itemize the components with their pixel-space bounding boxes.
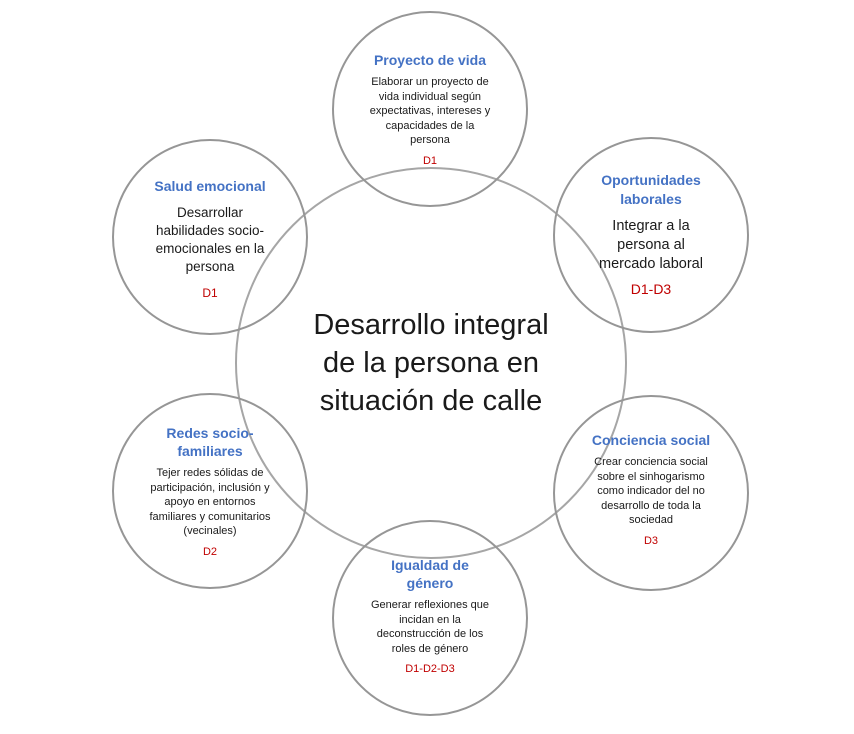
node-description xyxy=(350,598,510,656)
node-description-line: deconstrucción de los xyxy=(376,628,484,640)
node-oportunidades-laborales xyxy=(571,171,731,297)
node-description-line: Desarrollar xyxy=(176,205,244,220)
node-description-line: mercado laboral xyxy=(599,256,703,272)
center-title-line: de la persona en xyxy=(322,347,540,379)
node-code: D1-D3 xyxy=(630,281,672,297)
node-description-line: persona al xyxy=(617,237,685,253)
node-description-line: sociedad xyxy=(628,514,674,526)
center-title-line: situación de calle xyxy=(319,385,543,417)
node-description-line: expectativas, intereses y xyxy=(369,105,491,117)
node-description-line: Elaborar un proyecto de xyxy=(371,76,489,88)
node-description-line: Integrar a la xyxy=(612,218,690,234)
node-title-line: Conciencia social xyxy=(591,432,711,448)
node-description-line: apoyo en entornos xyxy=(164,496,256,508)
node-title xyxy=(350,51,510,69)
node-description-line: emocionales en la xyxy=(155,241,265,256)
node-description-line: familiares y comunitarios xyxy=(149,510,271,523)
node-description-line: persona xyxy=(185,259,235,274)
node-title-line: familiares xyxy=(177,443,243,459)
node-title-line: Redes socio- xyxy=(166,425,254,441)
node-description-line: incidan en la xyxy=(399,613,461,626)
node-code: D2 xyxy=(202,545,218,558)
node-description xyxy=(350,75,510,148)
node-igualdad-de-genero xyxy=(350,556,510,676)
node-description-line: habilidades socio- xyxy=(155,223,265,238)
node-title-line: Proyecto de vida xyxy=(373,52,487,68)
node-description-line: roles de género xyxy=(391,642,469,655)
node-title-line: Salud emocional xyxy=(154,178,266,194)
node-description-line: persona xyxy=(410,134,450,146)
node-description-line: capacidades de la xyxy=(385,119,475,132)
node-description xyxy=(571,455,731,528)
node-title-line: género xyxy=(406,575,454,591)
node-code: D1 xyxy=(202,286,218,300)
node-description-line: Crear conciencia social xyxy=(594,456,708,468)
node-code: D1-D2-D3 xyxy=(405,663,455,675)
node-title-line: Igualdad de xyxy=(391,557,469,573)
node-description xyxy=(128,466,292,539)
center-title xyxy=(270,306,592,420)
node-title-line: Oportunidades xyxy=(601,172,701,188)
node-title-line: laborales xyxy=(620,191,682,207)
node-proyecto-de-vida xyxy=(350,51,510,168)
node-description-line: (vecinales) xyxy=(183,525,237,537)
node-title xyxy=(128,424,292,460)
node-salud-emocional xyxy=(130,177,290,300)
node-code: D1 xyxy=(422,154,438,167)
node-description xyxy=(130,204,290,276)
node-description-line: desarrollo de toda la xyxy=(601,499,701,512)
node-description-line: Tejer redes sólidas de xyxy=(156,467,264,479)
node-description-line: vida individual según xyxy=(378,90,482,103)
node-description-line: Generar reflexiones que xyxy=(370,599,489,611)
node-redes-socio-familiares xyxy=(128,424,292,559)
node-description xyxy=(571,217,731,274)
node-description-line: sobre el sinhogarismo xyxy=(597,470,705,483)
node-description-line: como indicador del no xyxy=(597,485,705,497)
center-title-line: Desarrollo integral xyxy=(313,309,549,341)
node-title xyxy=(350,556,510,592)
node-title xyxy=(571,171,731,209)
node-title xyxy=(130,177,290,196)
node-description-line: participación, inclusión y xyxy=(150,481,270,494)
node-title xyxy=(571,431,731,449)
node-conciencia-social xyxy=(571,431,731,548)
node-code: D3 xyxy=(643,534,659,547)
